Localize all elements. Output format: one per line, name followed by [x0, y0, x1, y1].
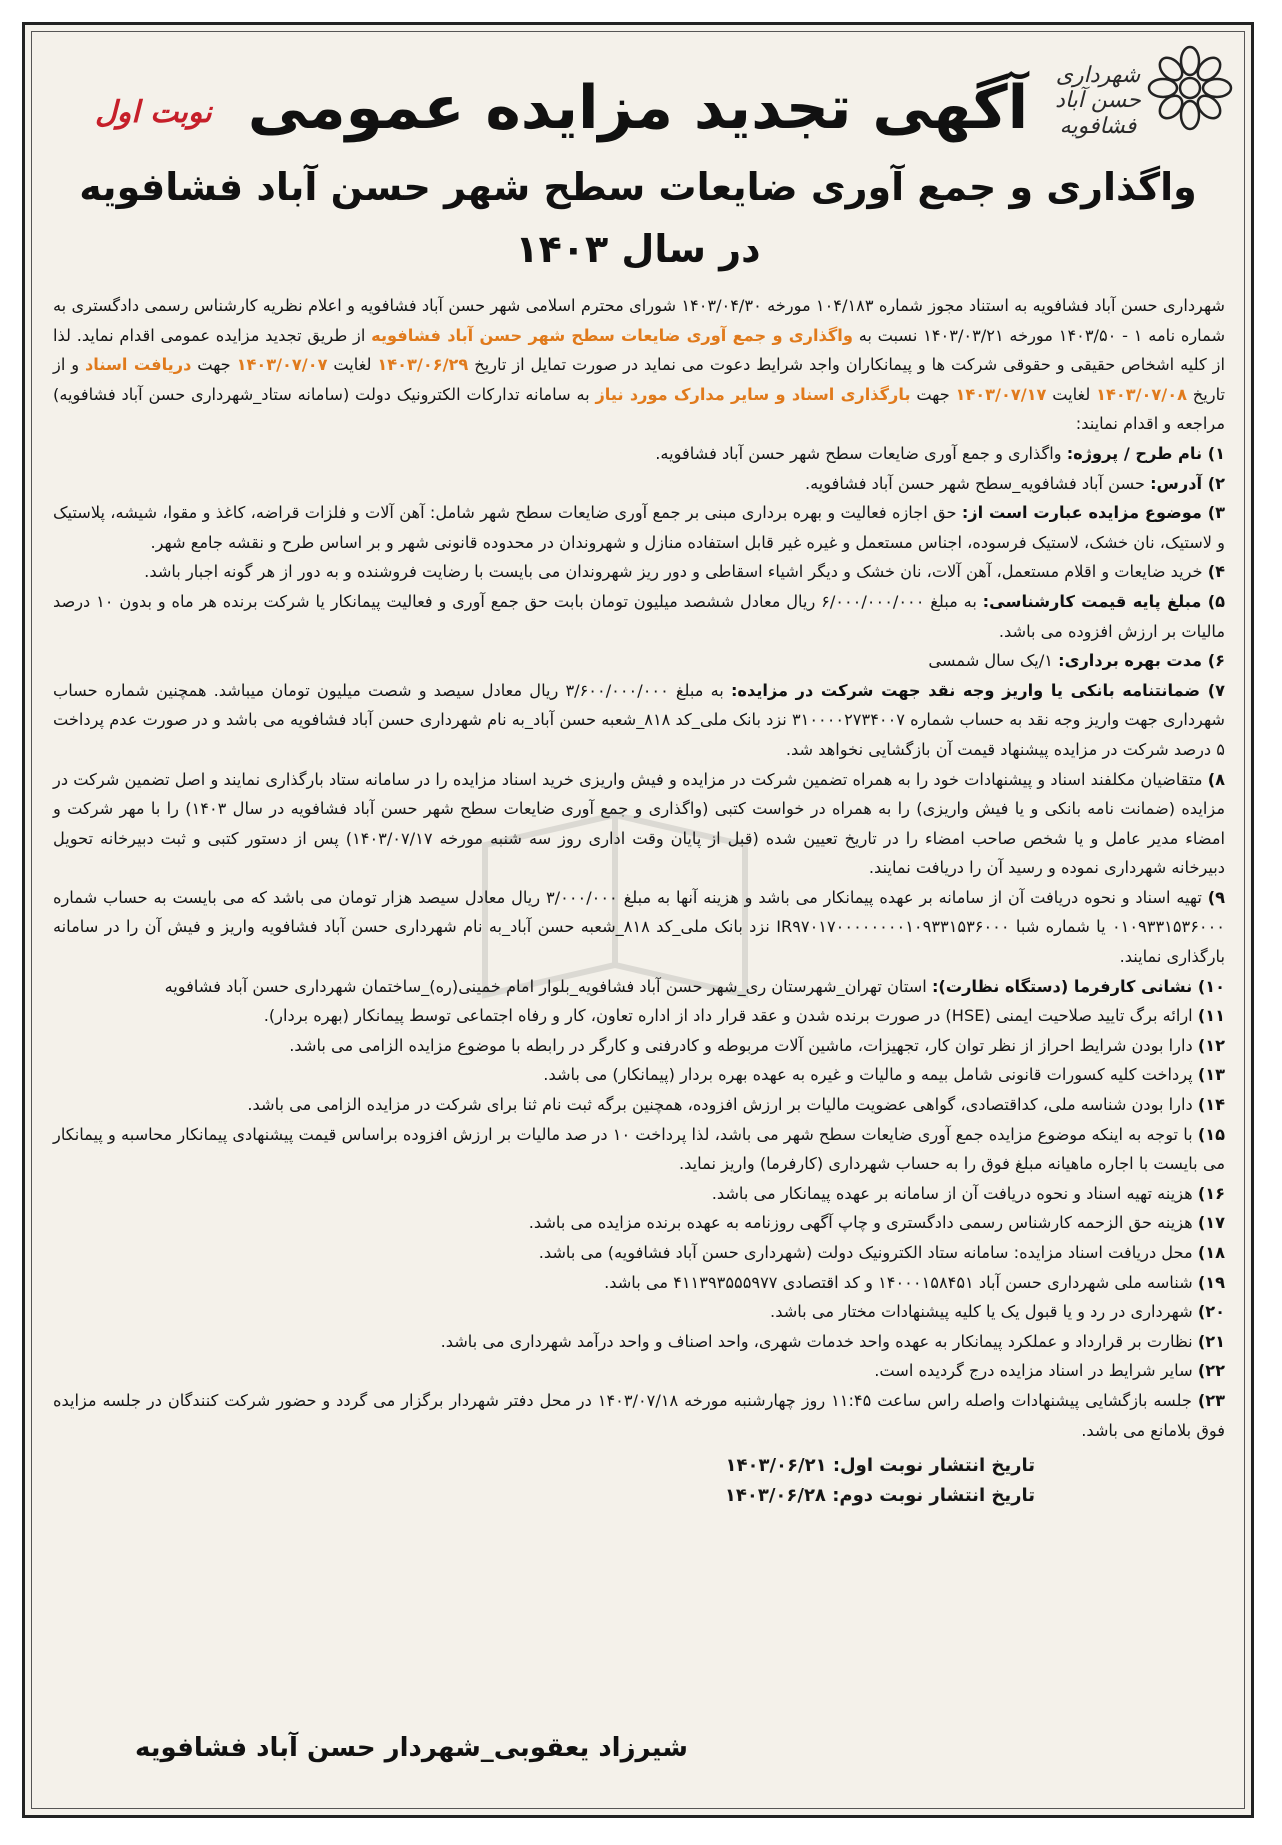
intro-text-6: لغایت [1052, 384, 1091, 404]
intro-text-4: جهت [197, 355, 231, 375]
notice-subtitle: واگذاری و جمع آوری ضایعات سطح شهر حسن آباد فشافویه [79, 165, 1197, 209]
intro-text-7: جهت [916, 384, 950, 404]
intro-date-start: ۱۴۰۳/۰۶/۲۹ [377, 355, 469, 375]
intro-receive-docs: دریافت اسناد [84, 355, 192, 375]
intro-paragraph [53, 291, 1225, 439]
mayor-signature: شیرزاد یعقوبی_شهردار حسن آباد فشافویه [135, 1733, 688, 1763]
list-item: ۱۹) شناسه ملی شهرداری حسن آباد ۱۴۰۰۰۱۵۸۴۵۱ و کد اقتصادی ۴۱۱۳۹۳۵۵۵۹۷۷ می باشد. [604, 1272, 1225, 1292]
list-item: ۱۱) ارائه برگ تایید صلاحیت ایمنی (HSE) در صورت برنده شدن و عقد قرار داد از اداره تعاون، کار و رفاه اجتماعی توسط پیمانکار (بهره بردار). [263, 1006, 1225, 1026]
list-item: ۵) مبلغ پایه قیمت کارشناسی: به مبلغ ۶/۰۰۰/۰۰۰/۰۰۰ ریال معادل ششصد میلیون تومان بابت حق جمع آوری و فعالیت پیمانکار یا شرکت برنده هر ماه و بدون ۱۰ درصد مالیات بر ارزش افزوده می باشد. [53, 591, 1225, 641]
intro-date-end: ۱۴۰۳/۰۷/۰۷ [236, 355, 328, 375]
intro-text-1: شهرداری حسن آباد فشافویه به استناد مجوز شماره ۱۰۴/۱۸۳ مورخه ۱۴۰۳/۰۴/۳۰ شورای محترم اسلامی شهر حسن آباد فشافویه و اعلام نظریه کارشناس رسمی دادگستری به شماره نامه ۱ - ۱۴۰۳/۵۰ مورخه ۱۴۰۳/۰۳/۲۱ نسبت به [53, 296, 1226, 345]
list-item: ۱۷) هزینه حق الزحمه کارشناس رسمی دادگستری و چاپ آگهی روزنامه به عهده برنده مزایده می باشد. [528, 1213, 1225, 1233]
second-publication-date: تاریخ انتشار نوبت دوم: ۱۴۰۳/۰۶/۲۸ [724, 1485, 1035, 1507]
list-item: ۲۳) جلسه بازگشایی پیشنهادات واصله راس ساعت ۱۱:۴۵ روز چهارشنبه مورخه ۱۴۰۳/۰۷/۱۸ در محل دفتر شهردار برگزار می گردد و حضور شرکت کنندگان در جلسه مزایده فوق بلامانع می باشد. [53, 1390, 1225, 1440]
list-item: ۱۲) دارا بودن شرایط احراز از نظر توان کار، تجهیزات، ماشین آلات مربوطه و کادرفنی و کارگر در رابطه با موضوع مزایده الزامی می باشد. [289, 1035, 1225, 1055]
intro-text-5: و از تاریخ [53, 355, 1226, 404]
intro-highlight-subject: واگذاری و جمع آوری ضایعات سطح شهر حسن آباد فشافویه [371, 325, 853, 345]
list-item: ۱۸) محل دریافت اسناد مزایده: سامانه ستاد الکترونیک دولت (شهرداری حسن آباد فشافویه) می باشد. [538, 1243, 1225, 1262]
list-item: ۳) موضوع مزایده عبارت است از: حق اجازه فعالیت و بهره برداری مبنی بر جمع آوری ضایعات سطح شهر شامل: آهن آلات و فلزات قراضه، کاغذ و مقوا، شیشه، پلاستیک و لاستیک، نان خشک، لاستیک فرسوده، اجناس مستعمل و غیره غیر قابل استفاده منازل و شهروندان در محدوده قانونی شهر و بر اساس طرح و نقشه جامع شهر. [53, 503, 1225, 552]
list-item: ۱۰) نشانی کارفرما (دستگاه نظارت): استان تهران_شهرستان ری_شهر حسن آباد فشافویه_بلوار امام خمینی(ره)_ساختمان شهرداری حسن آباد فشافویه [164, 976, 1225, 996]
first-publication-date: تاریخ انتشار نوبت اول: ۱۴۰۳/۰۶/۲۱ [725, 1455, 1035, 1477]
intro-text-8: به سامانه تدارکات الکترونیک دولت (سامانه ستاد_شهرداری حسن آباد فشافویه) مراجعه و اقدام نمایند: [53, 384, 1225, 434]
list-item: ۸) متقاضیان مکلفند اسناد و پیشنهادات خود را به همراه تضمین شرکت در مزایده و فیش واریزی خرید اسناد مزایده را در سامانه ستاد بارگذاری نمایند و اصل تضمین شرکت در مزایده (ضمانت نامه بانکی و یا فیش واریزی) را به همراه در خواست کتبی (واگذاری و جمع آوری ضایعات سطح شهر حسن آباد فشافویه در سال ۱۴۰۳) را با مهر شرکت و امضاء مدیر عامل و یا شخص صاحب امضاء را در تاریخ تعیین شده (قبل از پایان وقت اداری روز سه شنبه مورخه ۱۴۰۳/۰۷/۱۷) پس از دستور کتبی و ثبت دبیرخانه تحویل دبیرخانه شهرداری نموده و رسید آن را دریافت نمایند. [53, 769, 1226, 878]
logo-text: شهرداری حسن آباد فشافویه [1055, 63, 1141, 139]
list-item: ۲) آدرس: حسن آباد فشافویه_سطح شهر حسن آباد فشافویه. [804, 473, 1225, 493]
notice-title: آگهی تجدید مزایده عمومی [247, 73, 1029, 143]
list-item: ۴) خرید ضایعات و اقلام مستعمل، آهن آلات، نان خشک و دیگر اشیاء اسقاطی و دور ریز شهروندان می بایست با رضایت فروشنده و به دور از هر گونه اجبار باشد. [144, 562, 1225, 582]
notice-header [25, 25, 1251, 275]
list-item: ۲۰) شهرداری در رد و یا قبول یک یا کلیه پیشنهادات مختار می باشد. [770, 1302, 1225, 1322]
list-item: ۱۳) پرداخت کلیه کسورات قانونی شامل بیمه و مالیات و غیره به عهده بهره بردار (پیمانکار) می باشد. [543, 1065, 1225, 1085]
list-item: ۱۴) دارا بودن شناسه ملی، کداقتصادی، گواهی عضویت مالیات بر ارزش افزوده، همچنین برگه ثبت نام ثنا برای شرکت در مزایده الزامی می باشد. [247, 1095, 1225, 1115]
list-item: ۶) مدت بهره برداری: ۱/یک سال شمسی [928, 651, 1225, 671]
intro-upload-date-end: ۱۴۰۳/۰۷/۱۷ [955, 384, 1047, 404]
notice-year: در سال ۱۴۰۳ [515, 227, 761, 271]
notice-body [53, 291, 1225, 1511]
publication-dates [53, 1451, 1225, 1511]
list-item: ۱) نام طرح / پروژه: واگذاری و جمع آوری ضایعات سطح شهر حسن آباد فشافویه. [655, 443, 1225, 463]
intro-upload-date-start: ۱۴۰۳/۰۷/۰۸ [1096, 384, 1187, 404]
list-item: ۱۵) با توجه به اینکه موضوع مزایده جمع آوری ضایعات سطح شهر می باشد، لذا پرداخت ۱۰ در صد مالیات بر ارزش افزوده براساس قیمت پیشنهادی پیمانکار محاسبه و پیمانکار می بایست با اجاره ماهیانه مبلغ فوق را به حساب شهرداری (کارفرما) واریز نماید. [53, 1124, 1225, 1174]
intro-text-2: از طریق تجدید مزایده عمومی اقدام نماید. لذا از کلیه اشخاص حقیقی و حقوقی شرکت ها و پیمانکاران واجد شرایط دعوت می نماید در صورت تمایل از تاریخ [53, 325, 1225, 375]
intro-upload-docs: بارگذاری اسناد و سایر مدارک مورد نیاز [595, 384, 911, 404]
publication-round-label: نوبت اول [95, 95, 212, 130]
list-item: ۲۲) سایر شرایط در اسناد مزایده درج گردیده است. [874, 1361, 1225, 1381]
intro-text-3: لغایت [333, 355, 372, 375]
list-item: ۲۱) نظارت بر قرارداد و عملکرد پیمانکار به عهده واحد خدمات شهری، واحد اصناف و واحد درآمد شهرداری می باشد. [440, 1331, 1225, 1351]
list-item: ۹) تهیه اسناد و نحوه دریافت آن از سامانه بر عهده پیمانکار می باشد و هزینه آنها به مبلغ ۳/۰۰۰/۰۰۰ ریال معادل سیصد هزار تومان می باشد که می بایست به حساب شماره ۰۱۰۹۳۳۱۵۳۶۰۰۰ یا شماره شبا IR۹۷۰۱۷۰۰۰۰۰۰۰۰۱۰۹۳۳۱۵۳۶۰۰۰ نزد بانک ملی_کد ۸۱۸_شعبه حسن آباد_به نام شهرداری حسن آباد فشافویه واریز و فیش آن را در سامانه بارگذاری نمایند. [53, 887, 1226, 967]
list-item: ۱۶) هزینه تهیه اسناد و نحوه دریافت آن از سامانه بر عهده پیمانکار می باشد. [711, 1183, 1225, 1203]
newspaper-notice [22, 22, 1254, 1818]
list-item: ۷) ضمانتنامه بانکی یا واریز وجه نقد جهت شرکت در مزایده: به مبلغ ۳/۶۰۰/۰۰۰/۰۰۰ ریال معادل سیصد و شصت میلیون تومان میباشد. همچنین شماره حساب شهرداری جهت واریز وجه نقد به حساب شماره ۳۱۰۰۰۰۲۷۳۴۰۰۷ نزد بانک ملی_کد ۸۱۸_شعبه حسن آباد_به نام شهرداری حسن آباد فشافویه می باشد و در صورت عدم پرداخت ۵ درصد شرکت در مزایده پیشنهاد قیمت آن بازگشایی نخواهد شد. [53, 680, 1225, 759]
